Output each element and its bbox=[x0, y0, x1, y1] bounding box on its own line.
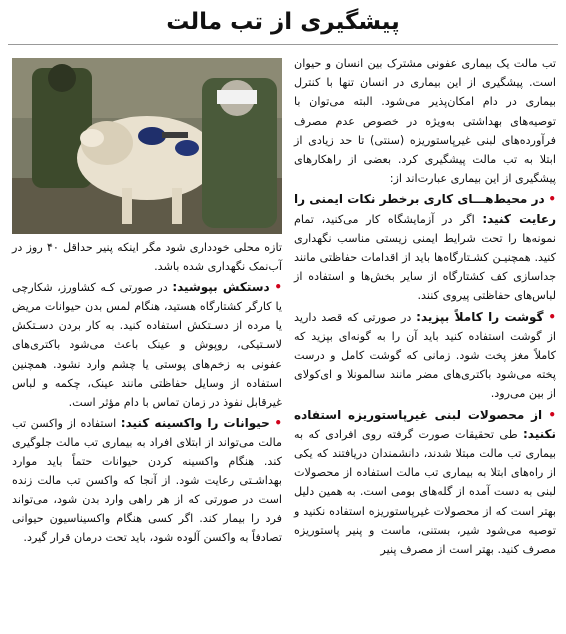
section-body: اگر در آزمایشگاه کار می‌کنید، تمام نمونه‌ها را تحت شرایط ایمنی زیستی مناسب نگهداری کنید. همچنیـن کشـتارگاه‌ها باید از اقدامات حفاظتی مانند جداسازی کف کشتارگاه از سایر بخش‌ها و استفاده از لباس‌های حفاظتی پیروی کنند. bbox=[294, 212, 556, 303]
article-photo bbox=[12, 58, 282, 234]
section-cook-meat bbox=[294, 308, 556, 404]
bullet-icon: • bbox=[548, 309, 556, 324]
section-vaccinate bbox=[12, 414, 282, 548]
section-heading: از محصولات لبنی غیرپاستوریزه استفاده نکنید: bbox=[294, 407, 556, 441]
title-divider bbox=[8, 44, 558, 45]
section-heading: گوشت را کاملاً بپزید: bbox=[416, 309, 544, 324]
section-body: در صورتی کـه کشاورز، شکارچی یا کارگر کشتارگاه هستید، هنگام لمس بدن حیوانات مریض یا مرده از دسـتکش استفاده کنید. به کار بردن دسـتکش لاسـتیکی، روپوش و عینک باعث می‌شود باکتری‌های عفونی به زخم‌های پوستی یا چشم وارد نشود. همچنین استفاده از وسایل حفاظتی مانند عینک، چکمه و لباس غیرقابل نفوذ در زمان تماس با دام مؤثر است. bbox=[12, 281, 282, 409]
sheep-vaccination-illustration bbox=[12, 58, 282, 234]
bullet-icon: • bbox=[274, 415, 282, 430]
bullet-icon: • bbox=[274, 280, 283, 295]
section-body: استفاده از واکسن تب مالت می‌تواند از ابتلای افراد به بیماری تب مالت جلوگیری کند. هنگام واکسینه کردن حیوانات حتماً باید موارد بهداشـتی رعایت شود. از آنجا که واکسن تب مالت زنده است در صورتی که از هر راهی وارد بدن شود، می‌تواند فرد را بیمار کند. اگر کسی هنگام واکسیناسیون حیوانی تصادفاً به واکسن آلوده شود، باید تحت درمان قرار گیرد. bbox=[12, 416, 282, 545]
column-left bbox=[12, 238, 282, 550]
bullet-icon: • bbox=[548, 192, 556, 207]
bullet-icon: • bbox=[548, 407, 556, 422]
section-body: طی تحقیقات صورت گرفته روی افرادی که به بیماری تب مالت مبتلا شدند، دانشمندان دریافتند که یکی از راه‌های ابتلا به بیماری تب مالت استفاده از محصولات لبنی به دست آمده از گله‌های بومی است. به همین دلیل بهتر است که از محصولات غیرپاستوریزه استفاده نکنید و توصیه می‌شود شیر، بستنی، ماست و پنیر پاستوریزه مصرف کنید. بهتر است از مصرف پنیر bbox=[294, 427, 556, 557]
intro-paragraph: تب مالت یک بیماری عفونی مشترک بین انسان و حیوان است. پیشگیری از این بیماری در انسان تنها با کنترل بیماری در دام امکان‌پذیر می‌شود. البته می‌توان با توصیه‌های بهداشتی به‌ویژه در خصوص عدم مصرف فرآورده‌های لبنی غیرپاستوریزه (سنتی) تا حد زیادی از ابتلا به تب مالت پیشگیری کرد. بعضی از راهکارهای پیشگیری از این بیماری عبارت‌اند از: bbox=[294, 57, 556, 186]
section-heading: دستکش بپوشید: bbox=[172, 280, 270, 295]
continuation-paragraph: تازه محلی خودداری شود مگر اینکه پنیر حداقل ۴۰ روز در آب‌نمک نگهداری شده باشد. bbox=[12, 241, 282, 274]
section-workplace bbox=[294, 190, 556, 305]
section-body: در صورتی که قصد دارید از گوشت استفاده کنید باید آن را به گونه‌ای بپزید که کاملاً مغز پخت شود. زمانی که گوشت کامل و درست پخته می‌شود باکتری‌های مضر مانند سالمونلا و ای‌کولای از بین می‌رود. bbox=[294, 310, 556, 401]
article-title: پیشگیری از تب مالت bbox=[166, 9, 400, 35]
section-gloves bbox=[12, 278, 282, 412]
column-right bbox=[294, 54, 556, 561]
section-heading: حیوانات را واکسینه کنید: bbox=[120, 415, 270, 430]
section-dairy bbox=[294, 406, 556, 560]
section-heading: در محیط‌هـــای کاری برخطر نکات ایمنی را رعایت کنید: bbox=[294, 192, 556, 226]
